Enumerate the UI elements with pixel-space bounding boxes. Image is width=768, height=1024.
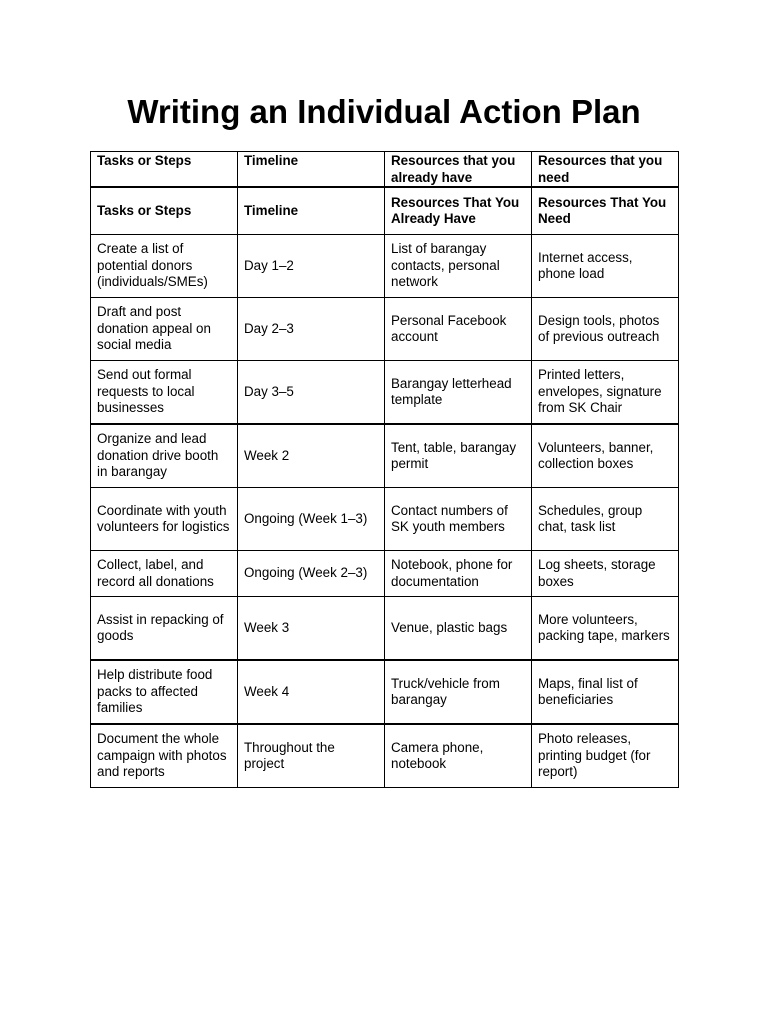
resources-need-cell: More volunteers, packing tape, markers bbox=[532, 597, 679, 661]
table-row bbox=[91, 235, 679, 298]
table-row bbox=[91, 724, 679, 788]
timeline-cell: Ongoing (Week 2–3) bbox=[238, 551, 385, 597]
timeline-cell: Week 3 bbox=[238, 597, 385, 661]
resources-have-cell: List of barangay contacts, personal network bbox=[385, 235, 532, 298]
timeline-cell: Day 3–5 bbox=[238, 361, 385, 425]
timeline-cell: Throughout the project bbox=[238, 724, 385, 788]
resources-need-cell: Photo releases, printing budget (for report) bbox=[532, 724, 679, 788]
resources-have-cell: Venue, plastic bags bbox=[385, 597, 532, 661]
timeline-cell: Day 1–2 bbox=[238, 235, 385, 298]
resources-have-cell: Camera phone, notebook bbox=[385, 724, 532, 788]
timeline-cell: Week 2 bbox=[238, 424, 385, 488]
header-tasks: Tasks or Steps bbox=[91, 187, 238, 235]
resources-need-cell: Volunteers, banner, collection boxes bbox=[532, 424, 679, 488]
resources-have-cell: Notebook, phone for documentation bbox=[385, 551, 532, 597]
resources-have-cell: Contact numbers of SK youth members bbox=[385, 488, 532, 551]
header-resources-need: Resources That You Need bbox=[532, 187, 679, 235]
task-cell: Send out formal requests to local businesses bbox=[91, 361, 238, 425]
header-row-1 bbox=[91, 152, 679, 188]
table-row bbox=[91, 488, 679, 551]
resources-need-cell: Maps, final list of beneficiaries bbox=[532, 660, 679, 724]
header-timeline: Timeline bbox=[238, 152, 385, 188]
resources-need-cell: Internet access, phone load bbox=[532, 235, 679, 298]
header-row-2 bbox=[91, 187, 679, 235]
timeline-cell: Ongoing (Week 1–3) bbox=[238, 488, 385, 551]
resources-need-cell: Design tools, photos of previous outreach bbox=[532, 298, 679, 361]
timeline-cell: Day 2–3 bbox=[238, 298, 385, 361]
task-cell: Draft and post donation appeal on social media bbox=[91, 298, 238, 361]
resources-need-cell: Schedules, group chat, task list bbox=[532, 488, 679, 551]
table-row bbox=[91, 660, 679, 724]
table-row bbox=[91, 361, 679, 425]
task-cell: Create a list of potential donors (individuals/SMEs) bbox=[91, 235, 238, 298]
task-cell: Help distribute food packs to affected families bbox=[91, 660, 238, 724]
resources-have-cell: Barangay letterhead template bbox=[385, 361, 532, 425]
task-cell: Coordinate with youth volunteers for logistics bbox=[91, 488, 238, 551]
header-resources-need: Resources that you need bbox=[532, 152, 679, 188]
header-tasks: Tasks or Steps bbox=[91, 152, 238, 188]
resources-have-cell: Tent, table, barangay permit bbox=[385, 424, 532, 488]
task-cell: Organize and lead donation drive booth in barangay bbox=[91, 424, 238, 488]
table-row bbox=[91, 551, 679, 597]
resources-need-cell: Log sheets, storage boxes bbox=[532, 551, 679, 597]
table-row bbox=[91, 597, 679, 661]
task-cell: Collect, label, and record all donations bbox=[91, 551, 238, 597]
header-resources-have: Resources that you already have bbox=[385, 152, 532, 188]
table-row bbox=[91, 298, 679, 361]
task-cell: Assist in repacking of goods bbox=[91, 597, 238, 661]
table-row bbox=[91, 424, 679, 488]
header-timeline: Timeline bbox=[238, 187, 385, 235]
resources-have-cell: Truck/vehicle from barangay bbox=[385, 660, 532, 724]
resources-have-cell: Personal Facebook account bbox=[385, 298, 532, 361]
page-title: Writing an Individual Action Plan bbox=[127, 93, 641, 130]
header-resources-have: Resources That You Already Have bbox=[385, 187, 532, 235]
action-plan-table bbox=[90, 151, 679, 788]
resources-need-cell: Printed letters, envelopes, signature from SK Chair bbox=[532, 361, 679, 425]
task-cell: Document the whole campaign with photos and reports bbox=[91, 724, 238, 788]
timeline-cell: Week 4 bbox=[238, 660, 385, 724]
